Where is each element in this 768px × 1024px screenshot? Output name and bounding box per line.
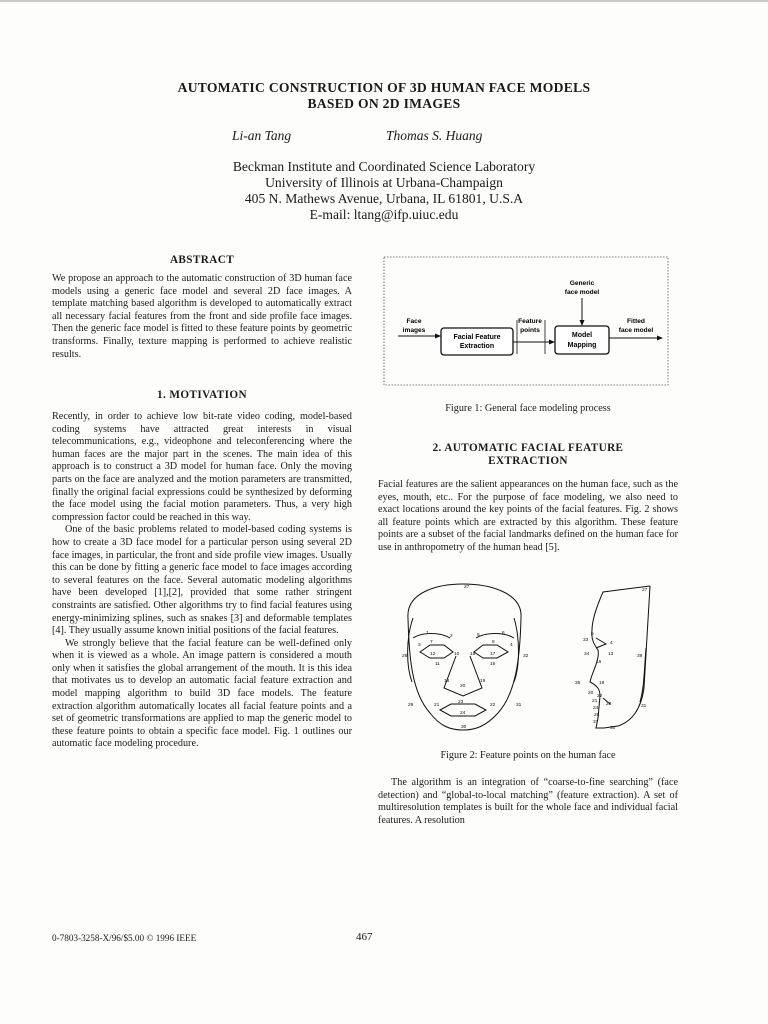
front-label: 28 bbox=[402, 654, 408, 659]
front-label: 7 bbox=[430, 640, 433, 645]
input-label-line1: Face bbox=[406, 318, 422, 325]
side-label: 37 bbox=[593, 720, 599, 725]
front-label: 31 bbox=[516, 703, 522, 708]
affiliation-line-2: University of Illinois at Urbana-Champaign bbox=[265, 175, 503, 190]
page-number: 467 bbox=[356, 931, 373, 943]
input-arrowhead bbox=[435, 334, 441, 339]
box1-line2: Extraction bbox=[459, 343, 495, 350]
section-2-paragraph-2: The algorithm is an integration of “coarse-to-fine searching” (face detection) and “global-to-local matching” (feature extraction). A set of multiresolution templates is built for the whole face and individual facial features. A resolution bbox=[378, 777, 678, 826]
model-mapping-box bbox=[555, 326, 609, 354]
section-2-heading-line-1: 2. AUTOMATIC FACIAL FEATURE bbox=[432, 442, 624, 454]
front-label: 6 bbox=[502, 631, 505, 636]
front-label: 11 bbox=[435, 662, 440, 667]
front-label: 10 bbox=[454, 652, 460, 657]
side-label: 33 bbox=[583, 638, 589, 643]
side-label: 4 bbox=[610, 641, 613, 646]
front-label: 22 bbox=[490, 703, 496, 708]
front-label: 18 bbox=[444, 679, 450, 684]
side-label: 27 bbox=[642, 588, 648, 593]
front-face-labels bbox=[402, 584, 529, 730]
affiliation-line-3: 405 N. Mathews Avenue, Urbana, IL 61801, U.S.A bbox=[244, 191, 524, 206]
side-face-labels bbox=[575, 587, 648, 731]
output-label-line1: Fitted bbox=[627, 318, 645, 325]
box2-line1: Model bbox=[571, 332, 593, 339]
front-label: 23 bbox=[458, 700, 464, 705]
middle-arrowhead bbox=[549, 340, 555, 345]
front-label: 17 bbox=[490, 652, 496, 657]
front-face-drawing bbox=[408, 584, 521, 730]
output-label-line2: face model bbox=[618, 327, 654, 334]
front-label: 24 bbox=[460, 711, 466, 716]
figure-2-face-diagram bbox=[378, 578, 680, 738]
front-face-outline bbox=[408, 584, 521, 730]
author-2: Thomas S. Huang bbox=[386, 128, 483, 143]
side-label: 20 bbox=[588, 691, 594, 696]
front-label: 16 bbox=[490, 662, 496, 667]
email-line: E-mail: ltang@ifp.uiuc.edu bbox=[309, 207, 459, 222]
side-label: 34 bbox=[584, 652, 590, 657]
top-arrowhead bbox=[580, 320, 585, 326]
left-brow bbox=[413, 634, 450, 639]
top-label-line1: Generic bbox=[569, 280, 595, 287]
front-label: 32 bbox=[523, 654, 529, 659]
front-label: 27 bbox=[464, 585, 470, 590]
front-label: 8 bbox=[492, 640, 495, 645]
section-2-heading-line-2: EXTRACTION bbox=[488, 455, 568, 467]
abstract-heading: ABSTRACT bbox=[169, 254, 235, 266]
side-label: 16 bbox=[596, 660, 602, 665]
side-label: 21 bbox=[592, 699, 598, 704]
front-label: 2 bbox=[450, 634, 453, 639]
abstract-text bbox=[52, 273, 352, 361]
right-cheek-line bbox=[514, 618, 519, 682]
box1-line1: Facial Feature bbox=[453, 334, 501, 341]
page-top-rule bbox=[0, 0, 768, 2]
front-label: 1 bbox=[426, 631, 429, 636]
left-eye-contour bbox=[420, 645, 453, 658]
right-brow bbox=[476, 634, 514, 639]
side-label: 31 bbox=[641, 704, 647, 709]
figure-1-caption: Figure 1: General face modeling process bbox=[445, 403, 611, 414]
section-1-paragraph-1: Recently, in order to achieve low bit-rate video coding, model-based coding systems have attracted great interests in visual telecommunications, e.g., videophone and teleconferencing where the human faces are the major part in the scenes. The main idea of this approach is to construct a 3D model for human face. Only the moving parts on the face are analyzed and the motion parameters are transmitted, finally the original facial expressions could be synthesized by deforming the face model using the facial motion parameters. Thus, a very high compression factor could be reached in this way. bbox=[52, 411, 352, 523]
nose-contour bbox=[444, 656, 482, 696]
side-label: 39 bbox=[637, 654, 643, 659]
section-1-heading: 1. MOTIVATION bbox=[157, 389, 247, 401]
side-label: 13 bbox=[608, 652, 614, 657]
author-1: Li-an Tang bbox=[232, 128, 292, 143]
section-1-body bbox=[52, 411, 352, 751]
section-1-paragraph-2: One of the basic problems related to model-based coding systems is how to create a 3D face model for a particular person using several 2D face images, in particular, the front and side profile view images. Usually this can be done by fitting a generic face model to face images according to several features on the face. Several automatic modeling algorithms have been developed [1],[2], provided that some rather stringent constraints are satisfied. Other algorithms try to find facial features using energy-minimizing splines, such as snakes [3] and deformable templates [4]. They usually assume known initial positions of the facial features. bbox=[52, 524, 352, 637]
output-arrowhead bbox=[657, 336, 663, 341]
box2-line2: Mapping bbox=[567, 342, 597, 349]
front-label: 5 bbox=[477, 633, 480, 638]
front-label: 12 bbox=[430, 652, 436, 657]
paper-title-line-2: BASED ON 2D IMAGES bbox=[307, 96, 461, 111]
section-2-body-continued bbox=[378, 777, 678, 827]
side-label: 23 bbox=[606, 702, 612, 707]
front-label: 19 bbox=[480, 679, 486, 684]
front-label: 21 bbox=[434, 703, 440, 708]
front-label: 30 bbox=[461, 725, 467, 730]
affiliation-line-1: Beckman Institute and Coordinated Science Laboratory bbox=[232, 159, 536, 174]
side-label: 24 bbox=[593, 706, 599, 711]
figure-2-caption: Figure 2: Feature points on the human face bbox=[440, 750, 616, 761]
section-2-paragraph-1: Facial features are the salient appearances on the human face, such as the eyes, mouth, etc.. For the purpose of face modeling, we also need to exact locations around the key points of the facial features. Fig. 2 shows all feature points which are extracted by this algorithm. These feature points are a subset of the facial landmarks defined on the human face for use in anthropometry of the human head [5]. bbox=[378, 479, 678, 553]
input-label-line2: images bbox=[402, 327, 426, 334]
front-label: 15 bbox=[470, 652, 476, 657]
figure-1-diagram bbox=[378, 252, 674, 388]
side-label: 35 bbox=[575, 681, 581, 686]
side-label: 5 bbox=[591, 632, 594, 637]
side-label: 30 bbox=[610, 726, 616, 731]
mid-label-line2: points bbox=[520, 327, 540, 334]
abstract-paragraph: We propose an approach to the automatic construction of 3D human face models using a generic face model and several 2D face images. A template matching based algorithm is developed to automatically extract all necessary facial features from the front and side profile face images. Then the generic face model is fitted to these feature points by geometric transforms. Finally, texture mapping is performed to achieve realistic results. bbox=[52, 273, 352, 360]
copyright-notice: 0-7803-3258-X/96/$5.00 © 1996 IEEE bbox=[52, 933, 197, 943]
mid-label-line1: Feature bbox=[518, 318, 542, 325]
side-label: 22 bbox=[597, 694, 603, 699]
front-label: 3 bbox=[418, 643, 421, 648]
front-label: 20 bbox=[460, 684, 466, 689]
side-eye-line bbox=[596, 638, 606, 648]
section-2-body bbox=[378, 479, 678, 555]
side-label: 26 bbox=[594, 713, 600, 718]
front-label: 4 bbox=[510, 643, 513, 648]
top-label-line2: face model bbox=[564, 289, 600, 296]
front-label: 29 bbox=[408, 703, 414, 708]
facial-feature-extraction-box bbox=[441, 328, 513, 355]
paper-title-line-1: AUTOMATIC CONSTRUCTION OF 3D HUMAN FACE MODELS bbox=[177, 80, 591, 95]
section-1-paragraph-3: We strongly believe that the facial feature can be well-defined only when it is viewed as a whole. An image pattern is considered a mouth only when it satisfies the global arrangement of the mouth. It is this idea that motivates us to develop an automatic facial feature extraction and model mapping algorithm to build 3D face models. The feature extraction algorithm automatically locates all facial feature points and a set of geometric transformations are applied to map the generic model to these feature points to obtain a specific face model. Fig. 1 outlines our automatic face modeling procedure. bbox=[52, 637, 352, 750]
side-label: 19 bbox=[599, 681, 605, 686]
